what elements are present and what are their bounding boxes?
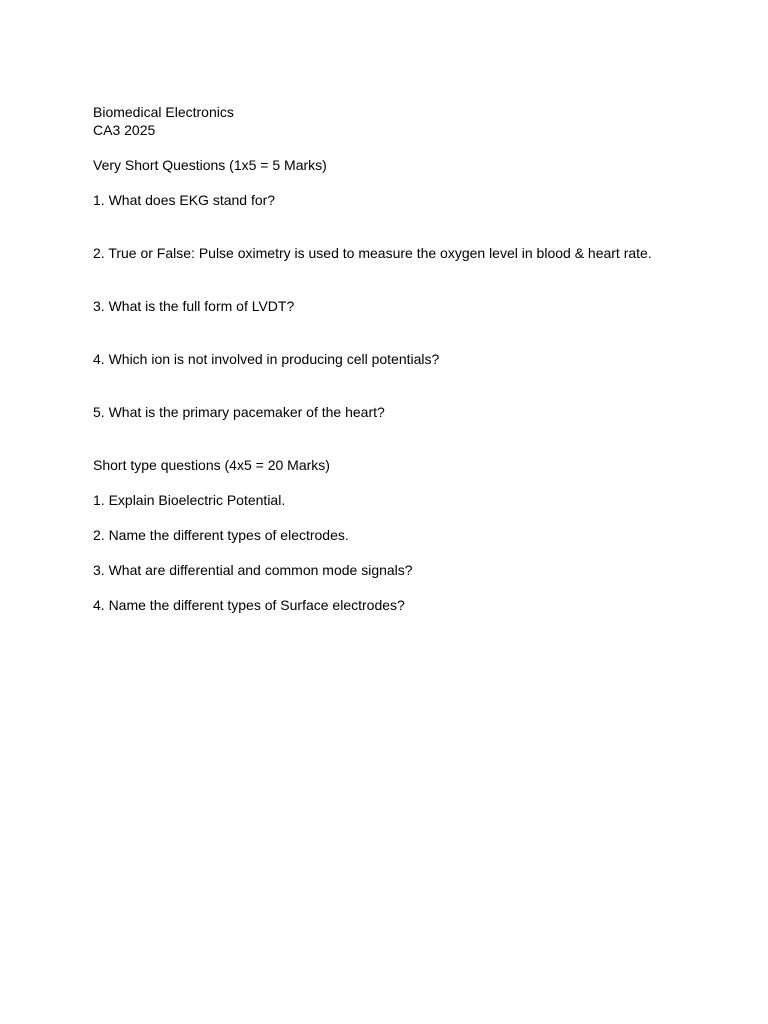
very-short-question-4: 4. Which ion is not involved in producing cell potentials? [93,351,440,367]
document-page [93,103,753,614]
very-short-heading: Very Short Questions (1x5 = 5 Marks) [93,157,327,173]
very-short-question-2: 2. True or False: Pulse oximetry is used to measure the oxygen level in blood & heart rate. [93,245,652,261]
short-question-4: 4. Name the different types of Surface electrodes? [93,597,405,613]
very-short-question-3: 3. What is the full form of LVDT? [93,298,295,314]
very-short-question-1: 1. What does EKG stand for? [93,192,276,208]
course-title: Biomedical Electronics [93,104,234,120]
exam-title: CA3 2025 [93,122,156,138]
short-question-1: 1. Explain Bioelectric Potential. [93,492,286,508]
short-question-3: 3. What are differential and common mode signals? [93,562,413,578]
short-question-2: 2. Name the different types of electrodes. [93,527,349,543]
short-heading: Short type questions (4x5 = 20 Marks) [93,457,330,473]
very-short-question-5: 5. What is the primary pacemaker of the heart? [93,404,385,420]
